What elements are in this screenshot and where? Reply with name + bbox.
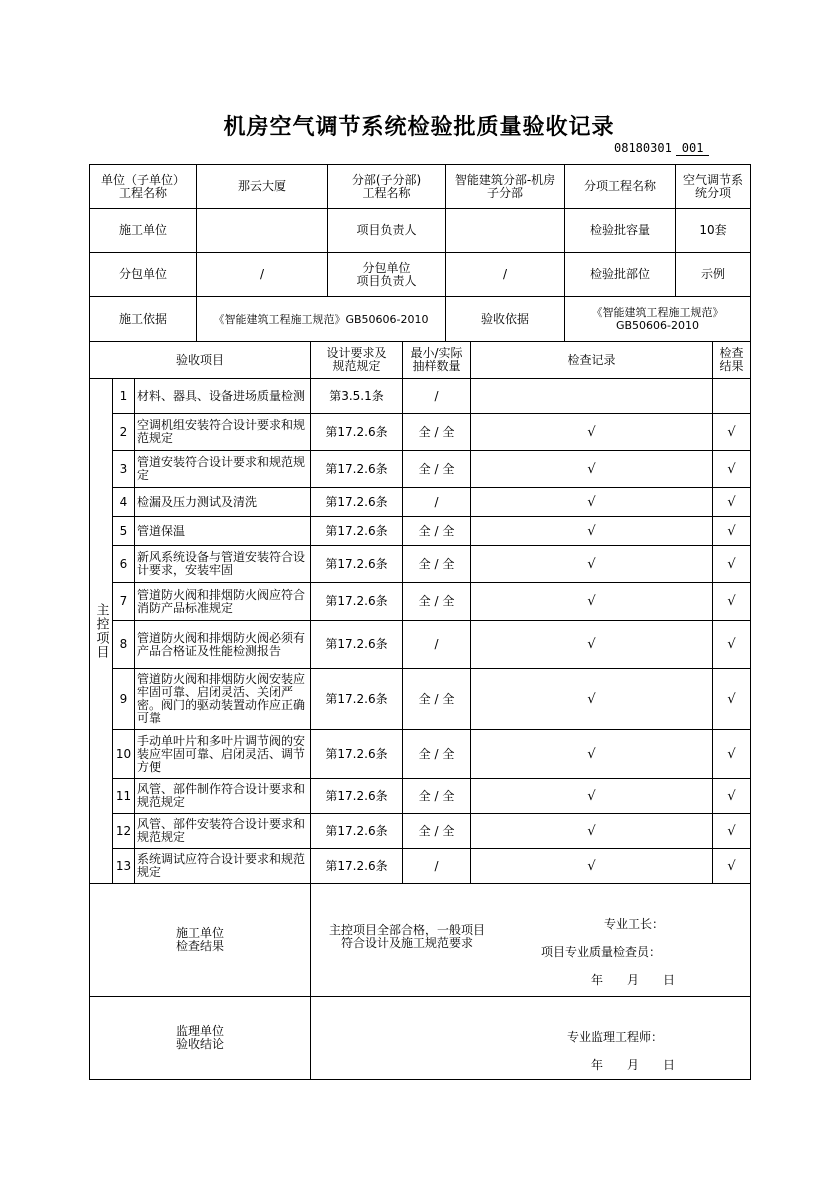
- item-sample: 全 / 全: [403, 517, 471, 546]
- item-record: [471, 379, 713, 414]
- table-row: [90, 488, 751, 517]
- col-record-header: 检查记录: [471, 342, 713, 379]
- item-no: 4: [113, 488, 135, 517]
- item-sample: 全 / 全: [403, 583, 471, 621]
- acceptance-basis-label: 验收依据: [446, 297, 565, 342]
- item-record: √: [471, 849, 713, 884]
- table-row: [90, 451, 751, 488]
- item-no: 12: [113, 814, 135, 849]
- item-record: √: [471, 546, 713, 583]
- basis-label: 施工依据: [90, 297, 197, 342]
- supervision-label: 监理单位 验收结论: [90, 997, 311, 1080]
- unit-label: 单位（子单位） 工程名称: [90, 165, 197, 209]
- item-no: 5: [113, 517, 135, 546]
- group-label: 主控项目: [90, 379, 113, 884]
- item-text: 风管、部件安装符合设计要求和规范规定: [135, 814, 311, 849]
- item-text: 管道防火阀和排烟防火阀应符合消防产品标准规定: [135, 583, 311, 621]
- item-text: 新风系统设备与管道安装符合设计要求，安装牢固: [135, 546, 311, 583]
- item-spec: 第17.2.6条: [311, 779, 403, 814]
- item-text: 空调机组安装符合设计要求和规范规定: [135, 414, 311, 451]
- item-record: √: [471, 583, 713, 621]
- sub-item-value: 空气调节系 统分项: [676, 165, 751, 209]
- subcontractor-value: /: [197, 253, 328, 297]
- item-text: 管道保温: [135, 517, 311, 546]
- item-sample: /: [403, 379, 471, 414]
- table-row: [90, 814, 751, 849]
- table-row: [90, 517, 751, 546]
- table-row: [90, 730, 751, 779]
- item-sample: /: [403, 488, 471, 517]
- subcontractor-label: 分包单位: [90, 253, 197, 297]
- record-code-prefix: 08180301: [614, 141, 672, 155]
- item-result: √: [713, 669, 751, 730]
- item-sample: 全 / 全: [403, 669, 471, 730]
- item-spec: 第17.2.6条: [311, 730, 403, 779]
- inspector-label: 项目专业质量检查员：: [541, 945, 662, 959]
- item-spec: 第17.2.6条: [311, 669, 403, 730]
- item-no: 3: [113, 451, 135, 488]
- table-row: [90, 849, 751, 884]
- item-sample: 全 / 全: [403, 814, 471, 849]
- table-row: [90, 669, 751, 730]
- item-text: 管道防火阀和排烟防火阀安装应牢固可靠、启闭灵活、关闭严密。阀门的驱动装置动作应正确可靠: [135, 669, 311, 730]
- item-no: 2: [113, 414, 135, 451]
- table-row: [90, 546, 751, 583]
- item-result: √: [713, 849, 751, 884]
- item-sample: 全 / 全: [403, 414, 471, 451]
- check-date: 年 月 日: [591, 973, 676, 987]
- record-code-number: 001: [676, 141, 710, 156]
- item-no: 10: [113, 730, 135, 779]
- item-spec: 第17.2.6条: [311, 517, 403, 546]
- item-record: √: [471, 517, 713, 546]
- item-spec: 第17.2.6条: [311, 621, 403, 669]
- item-result: √: [713, 621, 751, 669]
- item-record: √: [471, 779, 713, 814]
- batch-capacity-value: 10套: [676, 209, 751, 253]
- supervision-result-cell: [311, 997, 751, 1080]
- record-code: [614, 141, 709, 156]
- item-spec: 第17.2.6条: [311, 814, 403, 849]
- item-result: √: [713, 414, 751, 451]
- item-text: 管道安装符合设计要求和规范规定: [135, 451, 311, 488]
- item-record: √: [471, 814, 713, 849]
- engineer-label: 专业监理工程师：: [567, 1030, 664, 1044]
- project-manager-value: [446, 209, 565, 253]
- item-sample: 全 / 全: [403, 730, 471, 779]
- page-title: 机房空气调节系统检验批质量验收记录: [223, 114, 615, 140]
- table-row: [90, 379, 751, 414]
- table-row: [90, 414, 751, 451]
- item-sample: /: [403, 849, 471, 884]
- item-sample: /: [403, 621, 471, 669]
- item-spec: 第17.2.6条: [311, 546, 403, 583]
- item-result: √: [713, 546, 751, 583]
- item-no: 13: [113, 849, 135, 884]
- supervision-date: 年 月 日: [591, 1058, 676, 1072]
- item-no: 1: [113, 379, 135, 414]
- item-result: √: [713, 814, 751, 849]
- acceptance-basis-value: 《智能建筑工程施工规范》 GB50606-2010: [565, 297, 751, 342]
- item-no: 11: [113, 779, 135, 814]
- items-table: [89, 341, 751, 884]
- item-spec: 第17.2.6条: [311, 451, 403, 488]
- item-no: 6: [113, 546, 135, 583]
- check-text: 主控项目全部合格，一般项目 符合设计及施工规范要求: [328, 923, 485, 950]
- item-text: 材料、器具、设备进场质量检测: [135, 379, 311, 414]
- table-row: [90, 779, 751, 814]
- col-result-header: 检查 结果: [713, 342, 751, 379]
- contractor-label: 施工单位: [90, 209, 197, 253]
- item-spec: 第17.2.6条: [311, 414, 403, 451]
- header-table: [89, 164, 751, 342]
- project-manager-label: 项目负责人: [328, 209, 446, 253]
- item-record: √: [471, 669, 713, 730]
- item-text: 管道防火阀和排烟防火阀必须有产品合格证及性能检测报告: [135, 621, 311, 669]
- item-result: √: [713, 730, 751, 779]
- item-record: √: [471, 730, 713, 779]
- item-record: √: [471, 451, 713, 488]
- item-sample: 全 / 全: [403, 779, 471, 814]
- contractor-value: [197, 209, 328, 253]
- batch-capacity-label: 检验批容量: [565, 209, 676, 253]
- unit-value: 那云大厦: [197, 165, 328, 209]
- basis-value: 《智能建筑工程施工规范》GB50606-2010: [197, 297, 446, 342]
- item-sample: 全 / 全: [403, 546, 471, 583]
- item-no: 8: [113, 621, 135, 669]
- table-row: [90, 621, 751, 669]
- item-result: √: [713, 488, 751, 517]
- item-text: 检漏及压力测试及清洗: [135, 488, 311, 517]
- item-result: √: [713, 779, 751, 814]
- check-label: 施工单位 检查结果: [90, 884, 311, 997]
- item-sample: 全 / 全: [403, 451, 471, 488]
- division-label: 分部(子分部) 工程名称: [328, 165, 446, 209]
- col-item-header: 验收项目: [90, 342, 311, 379]
- item-result: [713, 379, 751, 414]
- item-text: 系统调试应符合设计要求和规范规定: [135, 849, 311, 884]
- item-no: 9: [113, 669, 135, 730]
- item-result: √: [713, 517, 751, 546]
- check-result-cell: [311, 884, 751, 997]
- item-result: √: [713, 451, 751, 488]
- item-record: √: [471, 488, 713, 517]
- item-spec: 第3.5.1条: [311, 379, 403, 414]
- batch-part-value: 示例: [676, 253, 751, 297]
- col-sample-header: 最小/实际 抽样数量: [403, 342, 471, 379]
- table-row: [90, 583, 751, 621]
- item-record: √: [471, 621, 713, 669]
- sub-manager-label: 分包单位 项目负责人: [328, 253, 446, 297]
- sub-manager-value: /: [446, 253, 565, 297]
- item-text: 风管、部件制作符合设计要求和规范规定: [135, 779, 311, 814]
- division-value: 智能建筑分部-机房 子分部: [446, 165, 565, 209]
- batch-part-label: 检验批部位: [565, 253, 676, 297]
- foreman-label: 专业工长：: [604, 917, 665, 931]
- col-design-header: 设计要求及 规范规定: [311, 342, 403, 379]
- item-result: √: [713, 583, 751, 621]
- footer-table: [89, 883, 751, 1080]
- item-text: 手动单叶片和多叶片调节阀的安装应牢固可靠、启闭灵活、调节方便: [135, 730, 311, 779]
- sub-item-label: 分项工程名称: [565, 165, 676, 209]
- item-spec: 第17.2.6条: [311, 488, 403, 517]
- item-no: 7: [113, 583, 135, 621]
- item-record: √: [471, 414, 713, 451]
- item-spec: 第17.2.6条: [311, 583, 403, 621]
- item-spec: 第17.2.6条: [311, 849, 403, 884]
